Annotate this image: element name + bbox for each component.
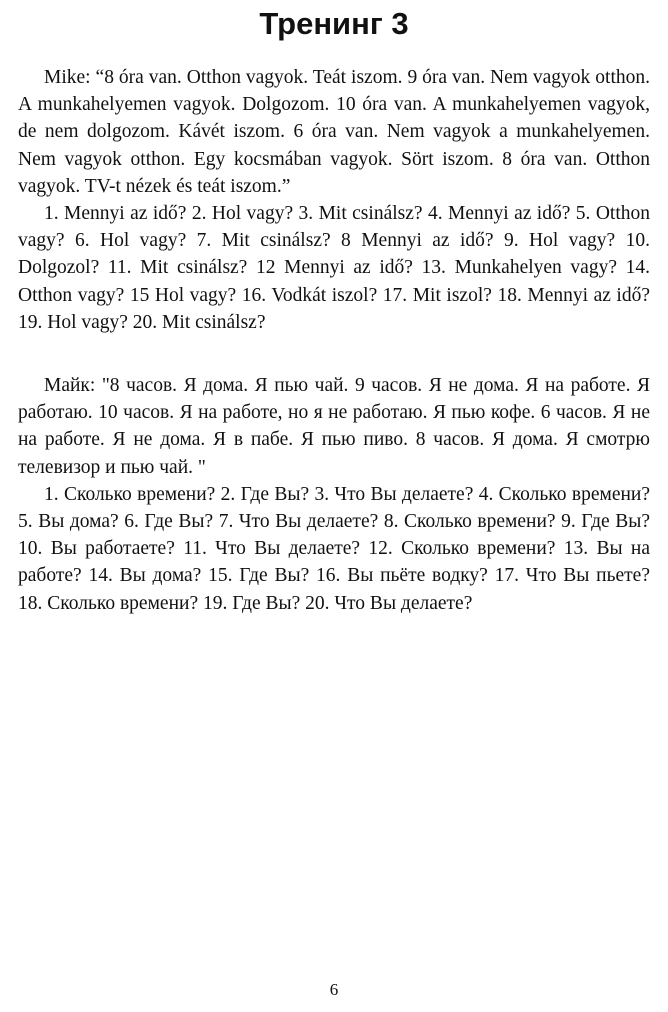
hungarian-story-paragraph: Mike: “8 óra van. Otthon vagyok. Teát iszom. 9 óra van. Nem vagyok otthon. A munkahelyemen vagyok. Dolgozom. 10 óra van. A munkahelyemen vagyok, de nem dolgozom. Kávét iszom. 6 óra van. Nem vagyok a munkahelyemen. Nem vagyok otthon. Egy kocsmában vagyok. Sört iszom. 8 óra van. Otthon vagyok. TV-t nézek és teát iszom.” bbox=[18, 67, 650, 197]
page-number: 6 bbox=[329, 980, 339, 999]
page-title: Тренинг 3 bbox=[259, 6, 409, 41]
hungarian-questions-paragraph: 1. Mennyi az idő? 2. Hol vagy? 3. Mit csinálsz? 4. Mennyi az idő? 5. Otthon vagy? 6. Hol vagy? 7. Mit csinálsz? 8 Mennyi az idő? 9. Hol vagy? 10. Dolgozol? 11. Mit csinálsz? 12 Mennyi az idő? 13. Munkahelyen vagy? 14. Otthon vagy? 15 Hol vagy? 16. Vodkát iszol? 17. Mit iszol? 18. Mennyi az idő? 19. Hol vagy? 20. Mit csinálsz? bbox=[18, 203, 650, 333]
russian-questions-paragraph: 1. Сколько времени? 2. Где Вы? 3. Что Вы делаете? 4. Сколько времени? 5. Вы дома? 6. Где Вы? 7. Что Вы делаете? 8. Сколько времени? 9. Где Вы? 10. Вы работаете? 11. Что Вы делаете? 12. Сколько времени? 13. Вы на работе? 14. Вы дома? 15. Где Вы? 16. Вы пьёте водку? 17. Что Вы пьете? 18. Сколько времени? 19. Где Вы? 20. Что Вы делаете? bbox=[18, 483, 650, 614]
russian-section bbox=[18, 372, 650, 617]
russian-story-paragraph: Майк: "8 часов. Я дома. Я пью чай. 9 часов. Я не дома. Я на работе. Я работаю. 10 часов. Я на работе, но я не работаю. Я пью кофе. 6 часов. Я не на работе. Я не дома. Я в пабе. Я пью пиво. 8 часов. Я дома. Я смотрю телевизор и пью чай. " bbox=[18, 375, 650, 478]
hungarian-section bbox=[18, 64, 650, 336]
